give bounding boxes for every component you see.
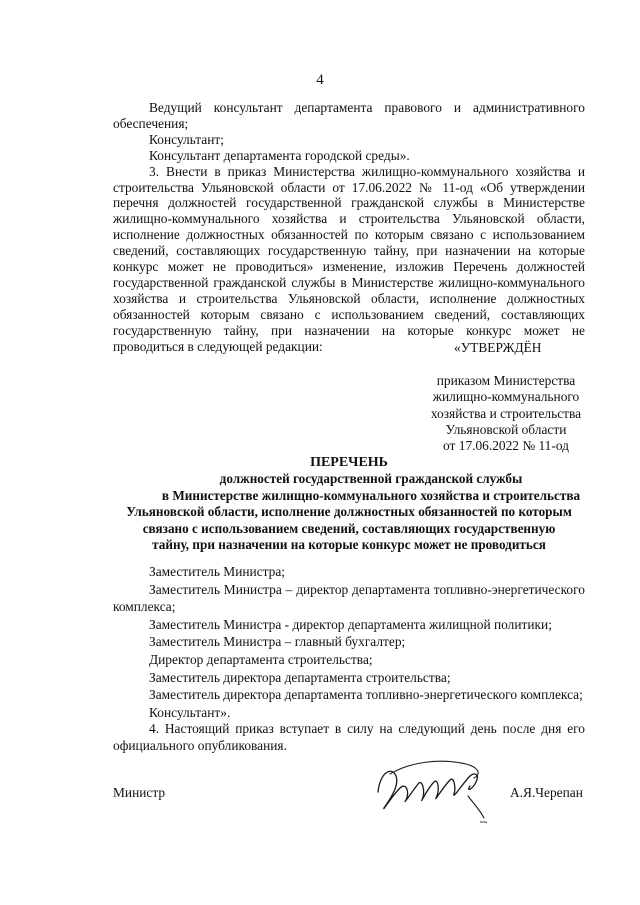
intro-line: Консультант; bbox=[149, 131, 224, 147]
list-item: Заместитель директора департамента топливно-энергетического комплекса; bbox=[149, 687, 583, 703]
page-number: 4 bbox=[316, 72, 324, 88]
list-heading: ПЕРЕЧЕНЬ bbox=[310, 455, 388, 470]
signatory-title: Министр bbox=[113, 785, 166, 800]
list-item: Директор департамента строительства; bbox=[149, 651, 373, 667]
final-clause bbox=[113, 720, 585, 754]
title-line: должностей государственной гражданской службы bbox=[219, 471, 523, 487]
signatory-name: А.Я.Черепан bbox=[510, 785, 583, 800]
intro-line: Ведущий консультант департамента правового и административного обеспечения; bbox=[113, 100, 585, 131]
title-line: тайну, при назначении на которые конкурс может не проводиться bbox=[152, 537, 546, 553]
approval-line: хозяйства и строительства bbox=[430, 405, 582, 421]
list-item: Заместитель Министра - директор департамента жилищной политики; bbox=[149, 616, 552, 632]
approval-line: жилищно-коммунального bbox=[432, 389, 580, 405]
approval-line: от 17.06.2022 № 11-од bbox=[443, 438, 569, 454]
list-item: Заместитель Министра; bbox=[149, 564, 286, 579]
intro-line: Консультант департамента городской среды». bbox=[149, 147, 410, 163]
approval-stamp: «УТВЕРЖДЁН bbox=[454, 340, 542, 355]
approval-block bbox=[418, 340, 594, 454]
approval-line: Ульяновской области bbox=[445, 421, 567, 437]
final-clause-text: 4. Настоящий приказ вступает в силу на следующий день после дня его официального опубликования. bbox=[113, 721, 585, 753]
list-item: Консультант». bbox=[149, 704, 231, 720]
list-item: Заместитель Министра – главный бухгалтер; bbox=[149, 634, 406, 650]
approval-line: приказом Министерства bbox=[436, 373, 576, 389]
list-item: Заместитель Министра – директор департамента топливно-энергетического комплекса; bbox=[113, 581, 585, 615]
title-line: Ульяновской области, исполнение должностных обязанностей по которым bbox=[126, 504, 572, 520]
list-item: Заместитель директора департамента строительства; bbox=[149, 669, 451, 685]
amendment-paragraph: 3. Внести в приказ Министерства жилищно-коммунального хозяйства и строительства Ульяновской области от 17.06.2022 № 11-од «Об утверждении перечня должностей государственной гражданской службы в Министерстве жилищно-коммунального хозяйства и строительства Ульяновской области, исполнение должностных обязанностей по которым связано с использованием сведений, составляющих государственную тайну, при назначении на которые конкурс может не проводиться» изменение, изложив Перечень должностей государственной гражданской службы в Министерстве жилищно-коммунального хозяйства и строительства Ульяновской области, исполнение должностных обязанностей которым связано с использованием сведений, составляющих государственную тайну, при назначении на которые конкурс может не проводиться в следующей редакции: bbox=[113, 163, 585, 354]
positions-list bbox=[113, 563, 585, 721]
stray-mark-icon bbox=[480, 820, 488, 824]
intro-text bbox=[113, 100, 585, 355]
title-line: в Министерстве жилищно-коммунального хозяйства и строительства bbox=[161, 487, 581, 503]
handwritten-signature-icon bbox=[370, 752, 500, 822]
title-line: связано с использованием сведений, составляющих государственную bbox=[142, 520, 556, 536]
list-title bbox=[113, 455, 585, 553]
